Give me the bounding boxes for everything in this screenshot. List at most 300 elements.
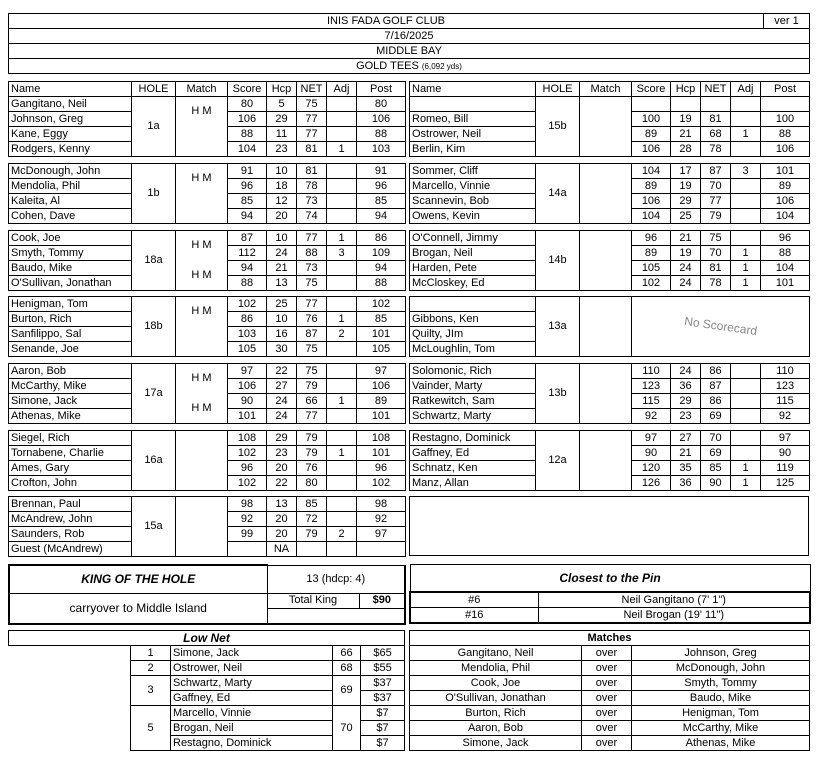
adj — [731, 97, 761, 112]
player-name: Solomonic, Rich — [410, 364, 536, 379]
match-winner: Mendolia, Phil — [410, 661, 582, 676]
net: 87 — [701, 164, 731, 179]
player-name: Siegel, Rich — [9, 431, 132, 446]
left-group-table — [8, 163, 406, 224]
closest-table — [409, 564, 811, 624]
hcp: NA — [267, 542, 297, 557]
col-match: Match — [580, 82, 632, 97]
low-net-name: Restagno, Dominick — [171, 736, 333, 751]
score: 85 — [228, 194, 267, 209]
player-name: Brogan, Neil — [410, 246, 536, 261]
adj: 1 — [327, 231, 357, 246]
player-name: O'Connell, Jimmy — [410, 231, 536, 246]
adj: 2 — [327, 527, 357, 542]
hcp: 35 — [671, 461, 701, 476]
net: 75 — [297, 97, 327, 112]
score: 86 — [228, 312, 267, 327]
adj: 1 — [327, 142, 357, 157]
low-net-name: Simone, Jack — [171, 646, 333, 661]
score: 91 — [228, 164, 267, 179]
post: 101 — [357, 446, 406, 461]
post: 94 — [357, 261, 406, 276]
yardage: (6,092 yds) — [421, 61, 462, 71]
version: ver 1 — [764, 14, 810, 29]
adj — [327, 542, 357, 557]
adj — [327, 194, 357, 209]
net: 73 — [297, 261, 327, 276]
hcp: 21 — [671, 446, 701, 461]
match-marker: H M — [176, 97, 228, 127]
hcp: 27 — [671, 431, 701, 446]
match-marker — [176, 431, 228, 461]
score: 102 — [228, 446, 267, 461]
left-group-table — [8, 496, 406, 557]
right-group-table — [409, 81, 810, 157]
player-name: Johnson, Greg — [9, 112, 132, 127]
col-post: Post — [357, 82, 406, 97]
post — [761, 97, 810, 112]
post: 106 — [357, 112, 406, 127]
net: 78 — [297, 179, 327, 194]
low-net-name: Ostrower, Neil — [171, 661, 333, 676]
post: 89 — [357, 394, 406, 409]
player-name: Kaleita, Al — [9, 194, 132, 209]
hcp: 29 — [267, 112, 297, 127]
tees — [9, 59, 810, 74]
adj: 1 — [327, 394, 357, 409]
post: 110 — [761, 364, 810, 379]
post: 106 — [357, 379, 406, 394]
adj — [327, 409, 357, 424]
hole-label: 17a — [132, 364, 176, 424]
post: 101 — [357, 409, 406, 424]
score: 106 — [228, 112, 267, 127]
post: 108 — [357, 431, 406, 446]
king-value: 13 (hdcp: 4) — [267, 565, 405, 593]
net: 75 — [701, 231, 731, 246]
right-group-table — [409, 230, 810, 291]
adj: 3 — [327, 246, 357, 261]
player-name: Ames, Gary — [9, 461, 132, 476]
match-loser: Henigman, Tom — [632, 706, 810, 721]
player-name: Gaffney, Ed — [410, 446, 536, 461]
post: 98 — [357, 497, 406, 512]
right-group-table — [409, 363, 810, 424]
player-name: Rodgers, Kenny — [9, 142, 132, 157]
match-over: over — [582, 721, 632, 736]
hcp: 20 — [267, 461, 297, 476]
low-net-score: 68 — [333, 661, 361, 676]
post: 96 — [357, 461, 406, 476]
hole-label: 1b — [132, 164, 176, 224]
hcp: 19 — [671, 246, 701, 261]
player-name: McCarthy, Mike — [9, 379, 132, 394]
match-marker: H M — [176, 297, 228, 327]
net: 77 — [297, 297, 327, 312]
col-net: NET — [701, 82, 731, 97]
adj — [327, 164, 357, 179]
hcp: 16 — [267, 327, 297, 342]
adj — [327, 476, 357, 491]
hcp: 27 — [267, 379, 297, 394]
net: 77 — [297, 127, 327, 142]
hcp: 10 — [267, 312, 297, 327]
match-winner: Simone, Jack — [410, 736, 582, 751]
net: 85 — [701, 461, 731, 476]
hcp: 22 — [267, 364, 297, 379]
net: 90 — [701, 476, 731, 491]
hcp: 24 — [267, 246, 297, 261]
hole-label: 18a — [132, 231, 176, 291]
col-hole: HOLE — [132, 82, 176, 97]
post: 101 — [761, 164, 810, 179]
match-loser: Athenas, Mike — [632, 736, 810, 751]
match-marker: H M — [176, 261, 228, 291]
hcp: 17 — [671, 164, 701, 179]
score: 94 — [228, 261, 267, 276]
match-cell — [580, 97, 632, 157]
match-cell — [580, 297, 632, 357]
score: 97 — [632, 431, 671, 446]
score: 100 — [632, 112, 671, 127]
hcp: 36 — [671, 476, 701, 491]
net: 69 — [701, 446, 731, 461]
matches-table — [409, 630, 810, 751]
score: 98 — [228, 497, 267, 512]
score: 102 — [632, 276, 671, 291]
net — [701, 97, 731, 112]
match-cell — [580, 364, 632, 424]
net: 81 — [701, 112, 731, 127]
post: 90 — [761, 446, 810, 461]
player-name: Marcello, Vinnie — [410, 179, 536, 194]
post: 88 — [761, 127, 810, 142]
post: 106 — [761, 142, 810, 157]
score: 104 — [632, 209, 671, 224]
net: 78 — [701, 276, 731, 291]
player-name: Gibbons, Ken — [410, 312, 536, 327]
player-name: Cook, Joe — [9, 231, 132, 246]
match-over: over — [582, 706, 632, 721]
hcp: 23 — [671, 409, 701, 424]
hcp: 19 — [671, 179, 701, 194]
net: 87 — [297, 327, 327, 342]
net: 66 — [297, 394, 327, 409]
match-marker — [176, 461, 228, 491]
empty-box — [409, 496, 809, 556]
player-name: Berlin, Kim — [410, 142, 536, 157]
score: 96 — [228, 179, 267, 194]
adj: 1 — [731, 246, 761, 261]
net: 75 — [297, 276, 327, 291]
adj — [327, 297, 357, 312]
post: 102 — [357, 476, 406, 491]
adj — [731, 446, 761, 461]
low-net-name: Brogan, Neil — [171, 721, 333, 736]
low-net-title: Low Net — [9, 631, 405, 646]
hcp: 30 — [267, 342, 297, 357]
player-name: Vainder, Marty — [410, 379, 536, 394]
adj — [731, 409, 761, 424]
low-net-amount: $37 — [361, 676, 405, 691]
adj: 2 — [327, 327, 357, 342]
col-name: Name — [9, 82, 132, 97]
closest-hole: #6 — [410, 592, 538, 608]
match-winner: O'Sullivan, Jonathan — [410, 691, 582, 706]
match-marker — [176, 327, 228, 357]
right-group-table — [409, 430, 810, 491]
player-name: Sommer, Cliff — [410, 164, 536, 179]
player-name: Gangitano, Neil — [9, 97, 132, 112]
post: 92 — [357, 512, 406, 527]
post: 94 — [357, 209, 406, 224]
adj — [327, 364, 357, 379]
adj — [731, 364, 761, 379]
score: 90 — [228, 394, 267, 409]
net: 70 — [701, 431, 731, 446]
club-name: INIS FADA GOLF CLUB — [9, 14, 764, 29]
adj — [327, 276, 357, 291]
adj — [327, 209, 357, 224]
post: 88 — [761, 246, 810, 261]
player-name: Brennan, Paul — [9, 497, 132, 512]
adj: 1 — [731, 261, 761, 276]
net — [297, 542, 327, 557]
hole-label: 18b — [132, 297, 176, 357]
score: 89 — [632, 127, 671, 142]
hcp: 21 — [267, 261, 297, 276]
closest-player: Neil Brogan (19' 11") — [538, 608, 810, 624]
hole-label: 14a — [536, 164, 580, 224]
score: 105 — [228, 342, 267, 357]
adj — [327, 179, 357, 194]
net: 81 — [701, 261, 731, 276]
low-net-score: 70 — [333, 706, 361, 751]
col-adj: Adj — [327, 82, 357, 97]
score: 92 — [228, 512, 267, 527]
hcp: 23 — [267, 142, 297, 157]
low-net-amount: $7 — [361, 721, 405, 736]
match-loser: McCarthy, Mike — [632, 721, 810, 736]
event-date: 7/16/2025 — [9, 29, 810, 44]
adj — [327, 127, 357, 142]
col-hcp: Hcp — [671, 82, 701, 97]
adj — [731, 379, 761, 394]
hcp — [671, 97, 701, 112]
post: 105 — [357, 342, 406, 357]
adj — [731, 112, 761, 127]
adj: 1 — [327, 312, 357, 327]
player-name — [410, 297, 536, 312]
hcp: 25 — [671, 209, 701, 224]
hcp: 25 — [267, 297, 297, 312]
adj — [327, 497, 357, 512]
left-group-table — [8, 363, 406, 424]
hole-label: 12a — [536, 431, 580, 491]
post: 92 — [761, 409, 810, 424]
right-group-table — [409, 163, 810, 224]
score: 80 — [228, 97, 267, 112]
post: 97 — [357, 527, 406, 542]
player-name: Saunders, Rob — [9, 527, 132, 542]
net: 77 — [297, 231, 327, 246]
match-over: over — [582, 676, 632, 691]
player-name: McLoughlin, Tom — [410, 342, 536, 357]
adj: 1 — [731, 476, 761, 491]
player-name: O'Sullivan, Jonathan — [9, 276, 132, 291]
player-name: Sanfilippo, Sal — [9, 327, 132, 342]
post: 97 — [357, 364, 406, 379]
score: 105 — [632, 261, 671, 276]
net: 79 — [297, 446, 327, 461]
score: 96 — [632, 231, 671, 246]
king-title: KING OF THE HOLE — [9, 565, 267, 593]
low-net-amount: $7 — [361, 706, 405, 721]
net: 81 — [297, 142, 327, 157]
hcp: 10 — [267, 164, 297, 179]
score: 99 — [228, 527, 267, 542]
matches-title: Matches — [410, 631, 810, 646]
player-name: Smyth, Tommy — [9, 246, 132, 261]
post: 97 — [761, 431, 810, 446]
match-over: over — [582, 661, 632, 676]
col-score: Score — [228, 82, 267, 97]
score: 88 — [228, 276, 267, 291]
left-group-table — [8, 296, 406, 357]
player-name: Ratkewitch, Sam — [410, 394, 536, 409]
adj — [327, 261, 357, 276]
net: 81 — [297, 164, 327, 179]
adj: 3 — [731, 164, 761, 179]
hole-label: 1a — [132, 97, 176, 157]
net: 72 — [297, 512, 327, 527]
hcp: 24 — [267, 394, 297, 409]
match-over: over — [582, 691, 632, 706]
adj: 1 — [731, 127, 761, 142]
place: 5 — [131, 706, 171, 751]
post: 91 — [357, 164, 406, 179]
score — [632, 97, 671, 112]
player-name: Schnatz, Ken — [410, 461, 536, 476]
score — [228, 542, 267, 557]
post: 100 — [761, 112, 810, 127]
net: 79 — [297, 431, 327, 446]
hcp: 13 — [267, 276, 297, 291]
col-hcp: Hcp — [267, 82, 297, 97]
net: 86 — [701, 364, 731, 379]
hcp: 18 — [267, 179, 297, 194]
score: 104 — [228, 142, 267, 157]
low-net-amount: $37 — [361, 691, 405, 706]
score: 123 — [632, 379, 671, 394]
match-loser: Johnson, Greg — [632, 646, 810, 661]
post: 125 — [761, 476, 810, 491]
player-name: McCloskey, Ed — [410, 276, 536, 291]
player-name — [410, 97, 536, 112]
player-name: Aaron, Bob — [9, 364, 132, 379]
net: 74 — [297, 209, 327, 224]
post: 102 — [357, 297, 406, 312]
net: 73 — [297, 194, 327, 209]
player-name: Henigman, Tom — [9, 297, 132, 312]
hole-label: 16a — [132, 431, 176, 491]
score: 120 — [632, 461, 671, 476]
hcp: 20 — [267, 512, 297, 527]
adj — [327, 512, 357, 527]
player-name: Cohen, Dave — [9, 209, 132, 224]
adj — [327, 461, 357, 476]
closest-hole: #16 — [410, 608, 538, 624]
col-name: Name — [410, 82, 536, 97]
king-table — [8, 564, 406, 625]
left-group-table — [8, 81, 406, 157]
hcp: 22 — [267, 476, 297, 491]
low-net-name: Schwartz, Marty — [171, 676, 333, 691]
score: 106 — [632, 194, 671, 209]
score: 89 — [632, 179, 671, 194]
net: 75 — [297, 342, 327, 357]
match-loser: Baudo, Mike — [632, 691, 810, 706]
score: 110 — [632, 364, 671, 379]
col-match: Match — [176, 82, 228, 97]
hole-label: 15a — [132, 497, 176, 557]
score: 92 — [632, 409, 671, 424]
player-name: Romeo, Bill — [410, 112, 536, 127]
course-name: MIDDLE BAY — [9, 44, 810, 59]
net: 76 — [297, 312, 327, 327]
hcp: 11 — [267, 127, 297, 142]
post: 86 — [357, 231, 406, 246]
net: 88 — [297, 246, 327, 261]
post: 104 — [761, 209, 810, 224]
player-name: Kane, Eggy — [9, 127, 132, 142]
net: 68 — [701, 127, 731, 142]
hcp: 29 — [267, 431, 297, 446]
post: 96 — [357, 179, 406, 194]
adj — [327, 431, 357, 446]
score: 96 — [228, 461, 267, 476]
match-winner: Burton, Rich — [410, 706, 582, 721]
player-name: Manz, Allan — [410, 476, 536, 491]
header-table — [8, 13, 810, 74]
match-loser: Smyth, Tommy — [632, 676, 810, 691]
post — [357, 542, 406, 557]
score: 115 — [632, 394, 671, 409]
net: 80 — [297, 476, 327, 491]
score: 103 — [228, 327, 267, 342]
post: 80 — [357, 97, 406, 112]
player-name: Quilty, JIm — [410, 327, 536, 342]
col-adj: Adj — [731, 82, 761, 97]
hcp: 29 — [671, 194, 701, 209]
score: 108 — [228, 431, 267, 446]
hcp: 24 — [671, 261, 701, 276]
col-net: NET — [297, 82, 327, 97]
hcp: 24 — [671, 276, 701, 291]
adj: 1 — [327, 446, 357, 461]
hcp: 21 — [671, 231, 701, 246]
place: 2 — [131, 661, 171, 676]
net: 79 — [297, 379, 327, 394]
player-name: Senande, Joe — [9, 342, 132, 357]
match-marker: H M — [176, 164, 228, 194]
hcp: 29 — [671, 394, 701, 409]
net: 79 — [297, 527, 327, 542]
player-name: Simone, Jack — [9, 394, 132, 409]
net: 78 — [701, 142, 731, 157]
adj: 1 — [731, 276, 761, 291]
hole-label: 13a — [536, 297, 580, 357]
